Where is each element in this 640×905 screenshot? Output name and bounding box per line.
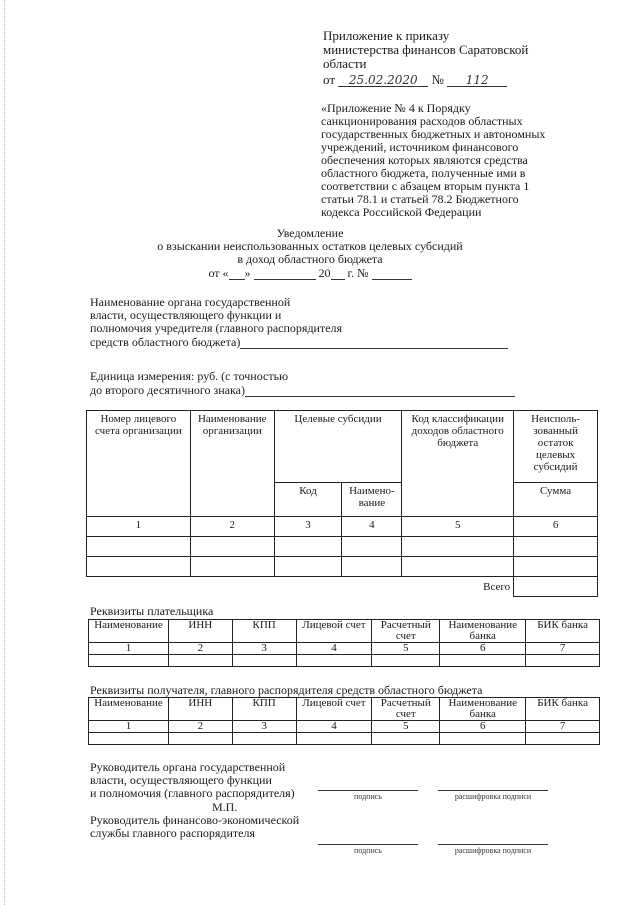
organ-last-row — [90, 335, 550, 349]
payer-number: 3 — [232, 643, 296, 655]
payer-header: БИК банка — [526, 620, 600, 643]
payer-number: 5 — [372, 643, 440, 655]
appendix-header — [323, 29, 623, 87]
table-row — [87, 557, 598, 577]
total-label: Всего — [87, 577, 514, 597]
header-account: Номер лицевого счета организации — [87, 411, 191, 517]
caption-decoding: расшифровка подписи — [454, 846, 532, 855]
caption-decoding: расшифровка подписи — [454, 792, 532, 801]
appendix-quote — [321, 102, 621, 219]
table-row — [87, 537, 598, 557]
fin-decoding-line[interactable] — [438, 844, 548, 845]
recipient-table — [88, 697, 600, 745]
header-subsidies: Целевые субсидии — [274, 411, 402, 483]
title-date-quote: » — [244, 266, 251, 280]
stamp-label: М.П. — [212, 800, 238, 814]
date-value: 25.02.2020 — [338, 73, 428, 87]
table-cell[interactable] — [342, 537, 402, 557]
organ-label-line: Наименование органа государственной — [90, 295, 291, 309]
quote-line: санкционирования расходов областных — [321, 114, 523, 128]
header-code: Код — [274, 483, 342, 517]
payer-table — [88, 619, 600, 667]
table-cell[interactable] — [168, 655, 232, 667]
document-title — [100, 227, 520, 280]
header-sum: Сумма — [514, 483, 598, 517]
number-blank — [372, 266, 412, 280]
header-org-name: Наименование организации — [190, 411, 274, 517]
scan-edge — [4, 0, 5, 905]
table-row — [89, 655, 600, 667]
recipient-number: 1 — [89, 721, 169, 733]
table-cell[interactable] — [402, 537, 514, 557]
table-row — [89, 733, 600, 745]
quote-line: областного бюджета, полученные ими в — [321, 166, 526, 180]
month-blank — [254, 266, 316, 280]
quote-line: статьи 78.1 и статьей 78.2 Бюджетного — [321, 192, 519, 206]
appendix-line-3: области — [323, 56, 367, 71]
table-cell[interactable] — [232, 655, 296, 667]
payer-header: Наименование — [89, 620, 169, 643]
table-cell[interactable] — [526, 733, 600, 745]
recipient-title: Реквизиты получателя, главного распорядителя средств областного бюджета — [90, 683, 483, 697]
table-cell[interactable] — [190, 557, 274, 577]
recipient-header: БИК банка — [526, 698, 600, 721]
header-income-code: Код классификации доходов областного бюджета — [402, 411, 514, 517]
date-label: от — [323, 72, 336, 87]
organ-label-line: средств областного бюджета) — [90, 335, 241, 349]
col-number: 4 — [342, 517, 402, 537]
recipient-number: 2 — [168, 721, 232, 733]
title-line-3: в доход областного бюджета — [237, 252, 383, 266]
fin-label-line: Руководитель финансово-экономической — [90, 813, 300, 827]
quote-line: обеспечения которых являются средства — [321, 153, 528, 167]
table-cell[interactable] — [87, 537, 191, 557]
payer-number: 6 — [440, 643, 526, 655]
payer-header: Расчетный счет — [372, 620, 440, 643]
subsidy-table — [86, 410, 598, 597]
caption-signature: подпись — [354, 846, 382, 855]
recipient-number: 4 — [296, 721, 372, 733]
table-cell[interactable] — [296, 733, 372, 745]
total-value[interactable] — [514, 577, 598, 597]
table-cell[interactable] — [89, 733, 169, 745]
day-blank — [229, 266, 245, 280]
title-date-from: от « — [208, 266, 229, 280]
table-cell[interactable] — [514, 537, 598, 557]
recipient-header: КПП — [232, 698, 296, 721]
title-date-row — [100, 266, 520, 280]
table-cell[interactable] — [440, 733, 526, 745]
recipient-header: Наименование — [89, 698, 169, 721]
head-signature-label — [90, 761, 330, 800]
quote-line: соответствии с абзацем вторым пункта 1 — [321, 179, 530, 193]
payer-header: Наименование банка — [440, 620, 526, 643]
recipient-number: 5 — [372, 721, 440, 733]
payer-number: 7 — [526, 643, 600, 655]
table-cell[interactable] — [89, 655, 169, 667]
appendix-line-1: Приложение к приказу — [323, 28, 450, 43]
number-label: № — [431, 72, 444, 87]
organ-field — [90, 296, 550, 349]
payer-header: ИНН — [168, 620, 232, 643]
table-cell[interactable] — [372, 655, 440, 667]
title-date-year: 20 — [318, 266, 331, 280]
payer-number: 2 — [168, 643, 232, 655]
recipient-header: Наименование банка — [440, 698, 526, 721]
table-cell[interactable] — [87, 557, 191, 577]
table-cell[interactable] — [342, 557, 402, 577]
unit-field — [90, 370, 550, 397]
head-label-line: власти, осуществляющего функции — [90, 773, 272, 787]
table-cell[interactable] — [274, 557, 342, 577]
fin-label-line: службы главного распорядителя — [90, 826, 255, 840]
head-decoding-line[interactable] — [438, 790, 548, 791]
fin-signature-line[interactable] — [318, 844, 418, 845]
payer-title: Реквизиты плательщика — [90, 604, 214, 618]
title-line-1: Уведомление — [276, 226, 344, 240]
header-name: Наимено-вание — [342, 483, 402, 517]
head-label-line: и полномочия (главного распорядителя) — [90, 786, 295, 800]
col-number: 1 — [87, 517, 191, 537]
table-cell[interactable] — [190, 537, 274, 557]
col-number: 2 — [190, 517, 274, 537]
col-number: 3 — [274, 517, 342, 537]
fin-signature-label — [90, 814, 330, 840]
table-cell[interactable] — [232, 733, 296, 745]
table-cell[interactable] — [514, 557, 598, 577]
payer-number: 1 — [89, 643, 169, 655]
quote-line: «Приложение № 4 к Порядку — [321, 101, 471, 115]
table-cell[interactable] — [168, 733, 232, 745]
unit-label-line: Единица измерения: руб. (с точностью — [90, 369, 289, 383]
appendix-date-row — [323, 73, 623, 87]
table-cell[interactable] — [402, 557, 514, 577]
head-signature-line[interactable] — [318, 790, 418, 791]
col-number: 5 — [402, 517, 514, 537]
table-cell[interactable] — [440, 655, 526, 667]
appendix-line-2: министерства финансов Саратовской — [323, 42, 529, 57]
payer-header: Лицевой счет — [296, 620, 372, 643]
recipient-number: 7 — [526, 721, 600, 733]
recipient-number: 6 — [440, 721, 526, 733]
year-blank — [331, 266, 345, 280]
organ-label-line: полномочия учредителя (главного распорядителя — [90, 321, 343, 335]
organ-label-line: власти, осуществляющего функции и — [90, 308, 282, 322]
quote-line: государственных бюджетных и автономных — [321, 127, 546, 141]
col-number: 6 — [514, 517, 598, 537]
table-cell[interactable] — [274, 537, 342, 557]
unit-last-row — [90, 383, 550, 397]
table-cell[interactable] — [526, 655, 600, 667]
total-row — [87, 577, 598, 597]
unit-blank — [245, 383, 515, 397]
payer-number: 4 — [296, 643, 372, 655]
title-line-2: о взыскании неиспользованных остатков целевых субсидий — [157, 239, 463, 253]
recipient-header: Лицевой счет — [296, 698, 372, 721]
recipient-number: 3 — [232, 721, 296, 733]
quote-line: кодекса Российской Федерации — [321, 205, 482, 219]
head-label-line: Руководитель органа государственной — [90, 760, 286, 774]
recipient-header: Расчетный счет — [372, 698, 440, 721]
table-cell[interactable] — [372, 733, 440, 745]
unit-label-line: до второго десятичного знака) — [90, 383, 245, 397]
payer-header: КПП — [232, 620, 296, 643]
quote-line: учреждений, источником финансового — [321, 140, 519, 154]
title-number-label: г. № — [347, 266, 369, 280]
organ-blank — [240, 335, 508, 349]
recipient-header: ИНН — [168, 698, 232, 721]
table-cell[interactable] — [296, 655, 372, 667]
header-remainder: Неисполь-зованный остаток целевых субсидий — [514, 411, 598, 483]
number-value: 112 — [447, 73, 507, 87]
caption-signature: подпись — [354, 792, 382, 801]
